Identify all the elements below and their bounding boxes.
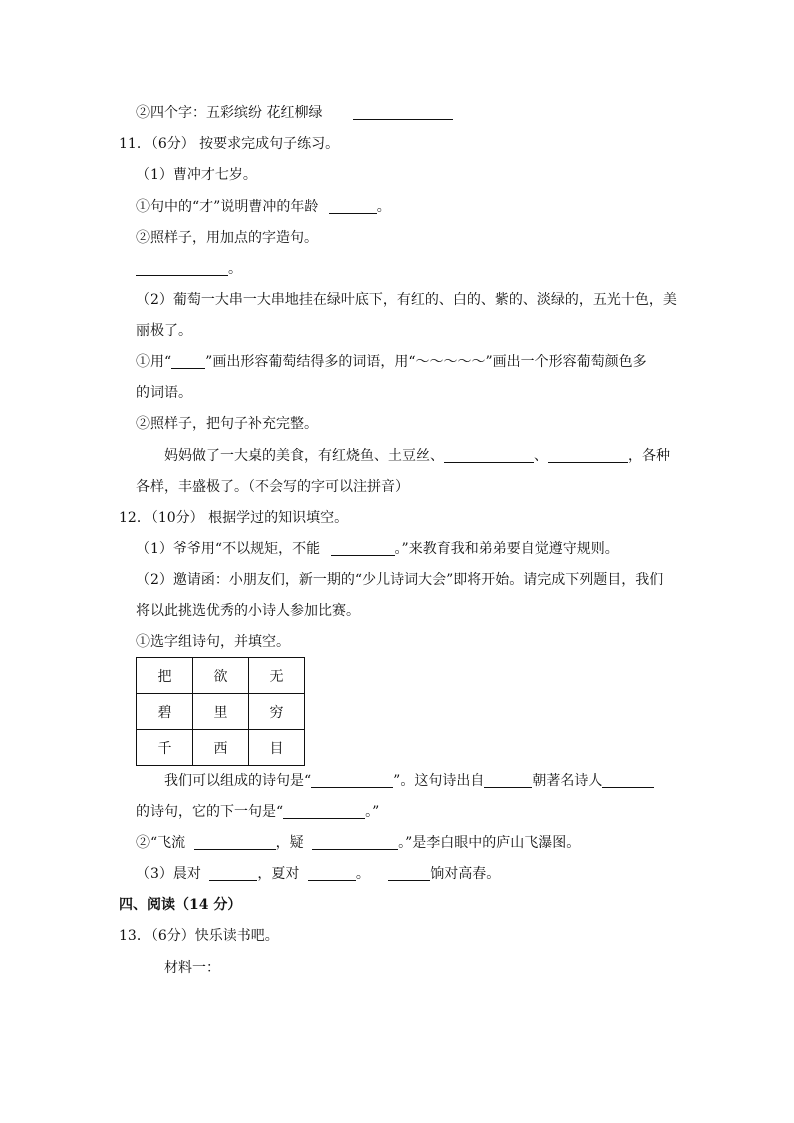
- answer-blank[interactable]: [136, 261, 228, 276]
- grid-cell: 欲: [193, 658, 249, 694]
- material-1-label: 材料一：: [164, 960, 220, 976]
- underline-sample: [171, 354, 205, 369]
- grid-cell: 里: [193, 694, 249, 730]
- question-11-part-2b-sentence-cont: 各样，丰盛极了。（不会写的字可以注拼音）: [136, 479, 409, 495]
- question-12-part-2a: ①选字组诗句，并填空。: [136, 634, 290, 650]
- question-12-part-2a-fill-cont: 的诗句，它的下一句是“ 。”: [136, 804, 380, 820]
- answer-blank[interactable]: [331, 541, 395, 556]
- grid-cell: 把: [137, 658, 193, 694]
- answer-blank[interactable]: [444, 448, 534, 463]
- question-11-part-1: （1）曹冲才七岁。: [136, 167, 257, 183]
- section-4-heading: 四、阅读（14 分）: [119, 897, 242, 913]
- question-11-part-2a: ①用“ ”画出形容葡萄结得多的词语，用“～～～～～”画出一个形容葡萄颜色多: [136, 354, 647, 370]
- question-12-part-3: （3）晨对 ，夏对 。 饷对高春。: [136, 866, 501, 882]
- answer-blank[interactable]: [329, 199, 377, 214]
- answer-blank[interactable]: [353, 105, 453, 120]
- question-12-heading: 12．（10分） 根据学过的知识填空。: [119, 510, 349, 526]
- question-11-part-1b-answer: 。: [136, 260, 242, 278]
- question-11-part-2b: ②照样子，把句子补充完整。: [136, 416, 318, 432]
- grid-cell: 西: [193, 730, 249, 766]
- answer-blank[interactable]: [311, 773, 393, 788]
- grid-cell: 穷: [249, 694, 305, 730]
- answer-blank[interactable]: [312, 835, 398, 850]
- question-11-part-2-text-cont: 丽极了。: [136, 323, 192, 339]
- question-11-part-2-text: （2）葡萄一大串一大串地挂在绿叶底下，有红的、白的、紫的、淡绿的，五光十色，美: [136, 292, 677, 308]
- character-grid: [136, 657, 305, 766]
- answer-blank[interactable]: [194, 835, 276, 850]
- question-12-part-2a-fill: 我们可以组成的诗句是“ ”。这句诗出自 朝著名诗人: [164, 772, 654, 790]
- answer-blank[interactable]: [388, 866, 430, 881]
- question-11-part-2a-cont: 的词语。: [136, 385, 192, 401]
- grid-cell: 目: [249, 730, 305, 766]
- question-10-item-2: ②四个字：五彩缤纷 花红柳绿: [136, 104, 453, 122]
- question-11-heading: 11．（6分） 按要求完成句子练习。: [119, 136, 340, 152]
- question-11-part-1b: ②照样子，用加点的字造句。: [136, 230, 318, 246]
- question-12-part-2b: ②“飞流 ，疑 。”是李白眼中的庐山飞瀑图。: [136, 835, 581, 851]
- answer-blank[interactable]: [602, 773, 654, 788]
- question-11-part-1a: ①句中的“才”说明曹冲的年龄 。: [136, 199, 391, 215]
- grid-cell: 千: [137, 730, 193, 766]
- question-12-part-2-text: （2）邀请函：小朋友们，新一期的“少儿诗词大会”即将开始。请完成下列题目，我们: [136, 572, 664, 588]
- question-12-part-1: （1）爷爷用“不以规矩，不能 。”来教育我和弟弟要自觉遵守规则。: [136, 541, 619, 557]
- grid-cell: 无: [249, 658, 305, 694]
- question-12-part-2-text-cont: 将以此挑选优秀的小诗人参加比赛。: [136, 603, 360, 619]
- question-13-heading: 13．（6分）快乐读书吧。: [119, 928, 279, 944]
- answer-blank[interactable]: [484, 773, 532, 788]
- question-11-part-2b-sentence: 妈妈做了一大桌的美食，有红烧鱼、土豆丝、 、 ，各种: [164, 448, 670, 464]
- grid-cell: 碧: [137, 694, 193, 730]
- answer-blank[interactable]: [283, 804, 365, 819]
- answer-blank[interactable]: [209, 866, 257, 881]
- answer-blank[interactable]: [308, 866, 356, 881]
- answer-blank[interactable]: [548, 448, 628, 463]
